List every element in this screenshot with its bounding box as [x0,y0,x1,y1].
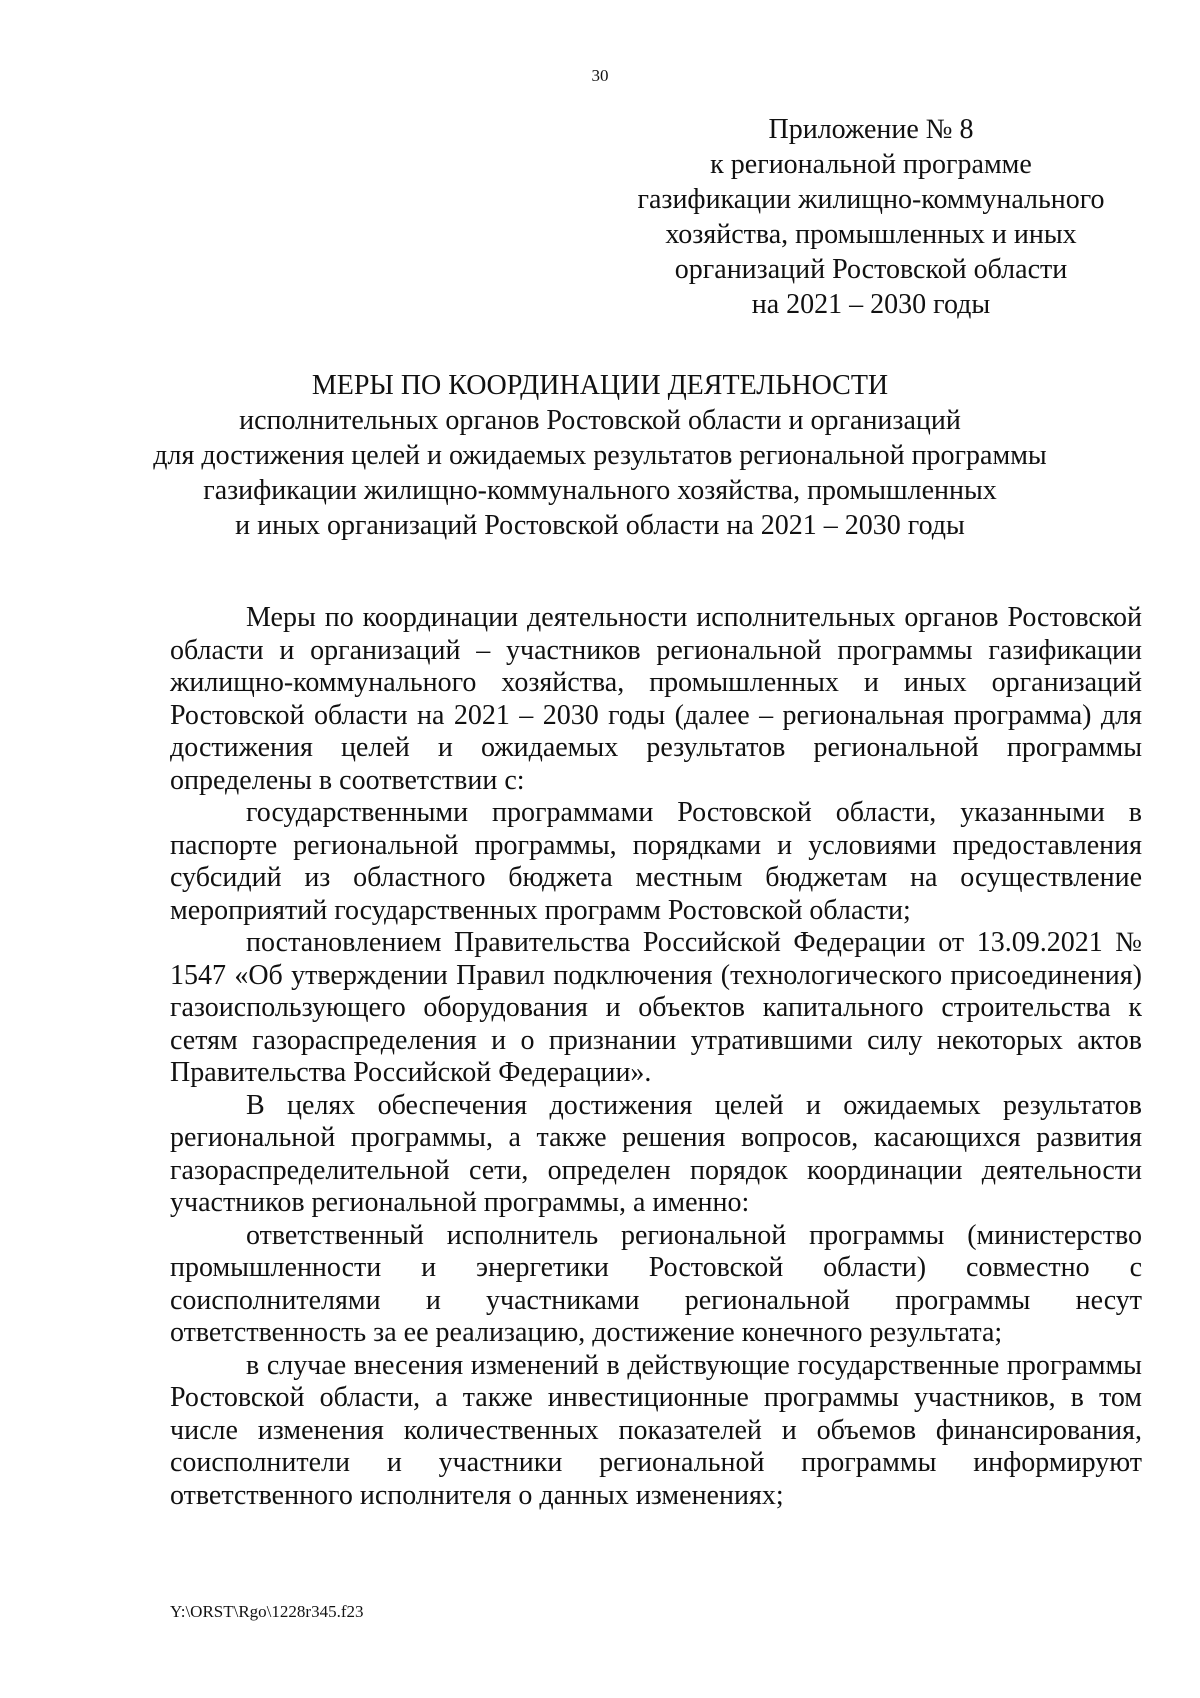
appendix-line: хозяйства, промышленных и иных [665,219,1077,250]
footer-file-path: Y:\ORST\Rgo\1228r345.f23 [170,1602,364,1621]
body-paragraph: Меры по координации деятельности исполнительных органов Ростовской области и организаций – участников региональной программы газификации жилищно-коммунального хозяйства, промышленных и иных организаций Ростовской области на 2021 – 2030 годы (далее – региональная программа) для достижения целей и ожидаемых результатов региональной программы определены в соответствии с: [170,602,1142,796]
title-line: исполнительных органов Ростовской области и организаций [239,405,961,436]
appendix-line: Приложение № 8 [768,114,974,145]
appendix-header [636,112,1106,322]
appendix-line: к региональной программе [710,149,1032,180]
document-body [170,602,1142,1512]
document-title [140,368,1060,543]
body-paragraph: постановлением Правительства Российской Федерации от 13.09.2021 № 1547 «Об утверждении Правил подключения (технологического присоединения) газоиспользующего оборудования и объектов капитального строительства к сетям газораспределения и о признании утратившими силу некоторых актов Правительства Российской Федерации». [170,927,1142,1088]
page-number: 30 [591,66,609,85]
title-heading: МЕРЫ ПО КООРДИНАЦИИ ДЕЯТЕЛЬНОСТИ [311,370,889,401]
title-line: и иных организаций Ростовской области на 2021 – 2030 годы [235,510,965,541]
body-paragraph: ответственный исполнитель региональной программы (министерство промышленности и энергетики Ростовской области) совместно с соисполнителями и участниками региональной программы несут ответственность за ее реализацию, достижение конечного результата; [170,1219,1142,1348]
body-paragraph: В целях обеспечения достижения целей и ожидаемых результатов региональной программы, а также решения вопросов, касающихся развития газораспределительной сети, определен порядок координации деятельности участников региональной программы, а именно: [170,1089,1142,1218]
appendix-line: на 2021 – 2030 годы [751,289,991,320]
title-line: газификации жилищно-коммунального хозяйства, промышленных [203,475,997,506]
appendix-line: организаций Ростовской области [674,254,1068,285]
body-paragraph: в случае внесения изменений в действующие государственные программы Ростовской области, а также инвестиционные программы участников, в том числе изменения количественных показателей и объемов финансирования, соисполнители и участники региональной программы информируют ответственного исполнителя о данных изменениях; [170,1349,1142,1511]
title-line: для достижения целей и ожидаемых результатов региональной программы [153,440,1047,471]
body-paragraph: государственными программами Ростовской области, указанными в паспорте региональной программы, порядками и условиями предоставления субсидий из областного бюджета местным бюджетам на осуществление мероприятий государственных программ Ростовской области; [170,797,1142,926]
appendix-line: газификации жилищно-коммунального [637,184,1105,215]
